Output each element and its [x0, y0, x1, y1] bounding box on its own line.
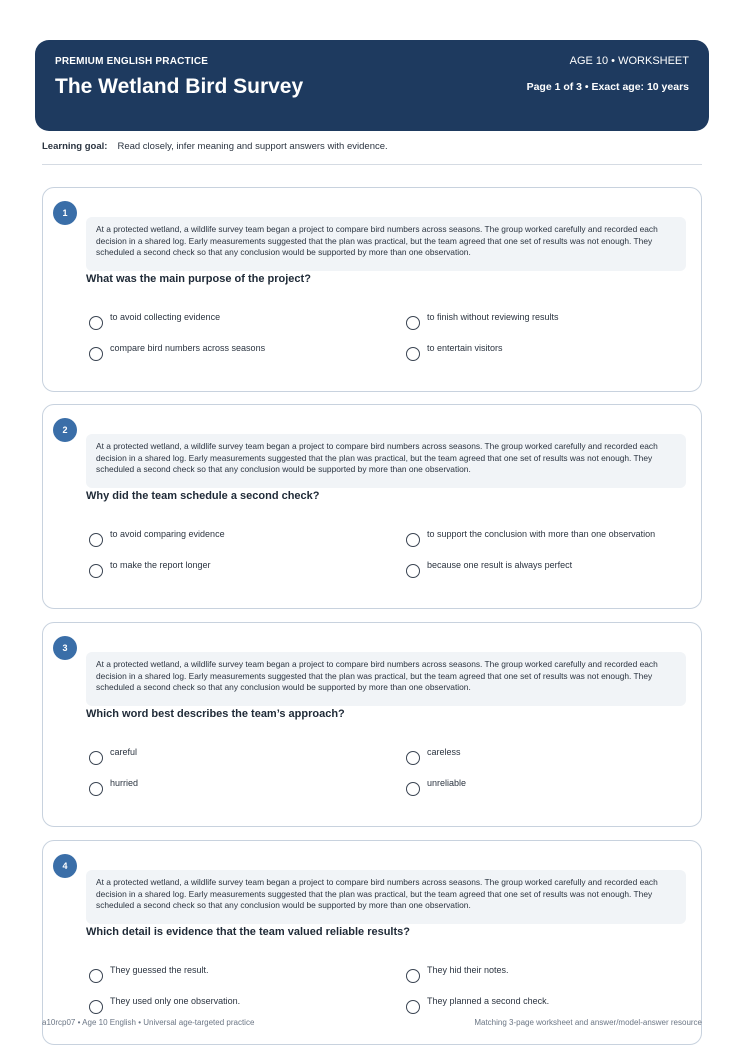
learning-goal — [42, 141, 388, 152]
answer-option-label: to make the report longer — [110, 560, 211, 570]
divider — [42, 164, 702, 165]
radio-button[interactable] — [89, 969, 103, 983]
radio-button[interactable] — [406, 751, 420, 765]
worksheet-header — [35, 40, 709, 131]
answer-option-label: to finish without reviewing results — [427, 312, 559, 322]
radio-button[interactable] — [406, 316, 420, 330]
radio-button[interactable] — [89, 564, 103, 578]
question-prompt: Which word best describes the team’s approach? — [86, 708, 345, 720]
radio-button[interactable] — [89, 751, 103, 765]
answer-option-label: careful — [110, 747, 138, 757]
series-label: PREMIUM ENGLISH PRACTICE — [55, 56, 209, 67]
question-card-2 — [42, 404, 702, 609]
answer-option-label: hurried — [110, 778, 139, 788]
answer-option-label: because one result is always perfect — [427, 560, 573, 570]
answer-option-b[interactable] — [406, 747, 686, 769]
answer-option-b[interactable] — [406, 529, 686, 551]
question-card-3 — [42, 622, 702, 827]
answer-option-b[interactable] — [406, 312, 686, 334]
learning-goal-text: Read closely, infer meaning and support answers with evidence. — [117, 141, 388, 152]
answer-option-label: They hid their notes. — [427, 965, 509, 975]
radio-button[interactable] — [406, 347, 420, 361]
reading-passage: At a protected wetland, a wildlife survey team began a project to compare bird numbers across seasons. The group worked carefully and recorded each decision in a shared log. Early measurements suggested that the plan was practical, but the team agreed that one set of results was not enough. They scheduled a second check so that any conclusion would be supported by more than one observation. — [86, 434, 686, 488]
question-number-badge: 3 — [53, 636, 77, 660]
reading-passage: At a protected wetland, a wildlife survey team began a project to compare bird numbers across seasons. The group worked carefully and recorded each decision in a shared log. Early measurements suggested that the plan was practical, but the team agreed that one set of results was not enough. They scheduled a second check so that any conclusion would be supported by more than one observation. — [86, 870, 686, 924]
answer-option-label: to avoid comparing evidence — [110, 529, 225, 539]
answer-option-label: They guessed the result. — [110, 965, 209, 975]
answer-option-c[interactable] — [89, 560, 369, 582]
radio-button[interactable] — [89, 782, 103, 796]
answer-option-a[interactable] — [89, 529, 369, 551]
answer-option-c[interactable] — [89, 778, 369, 800]
answer-option-label: careless — [427, 747, 461, 757]
age-worksheet-label: AGE 10 • WORKSHEET — [569, 55, 689, 67]
question-card-4 — [42, 840, 702, 1045]
radio-button[interactable] — [406, 782, 420, 796]
radio-button[interactable] — [89, 533, 103, 547]
answer-option-d[interactable] — [406, 560, 686, 582]
question-card-1 — [42, 187, 702, 392]
radio-button[interactable] — [406, 564, 420, 578]
learning-goal-label: Learning goal: — [42, 141, 108, 152]
radio-button[interactable] — [406, 533, 420, 547]
answer-option-d[interactable] — [406, 778, 686, 800]
answer-option-label: to avoid collecting evidence — [110, 312, 221, 322]
radio-button[interactable] — [89, 347, 103, 361]
question-number-badge: 1 — [53, 201, 77, 225]
radio-button[interactable] — [406, 1000, 420, 1014]
reading-passage: At a protected wetland, a wildlife survey team began a project to compare bird numbers across seasons. The group worked carefully and recorded each decision in a shared log. Early measurements suggested that the plan was practical, but the team agreed that one set of results was not enough. They scheduled a second check so that any conclusion would be supported by more than one observation. — [86, 652, 686, 706]
footer-left: a10rcp07 • Age 10 English • Universal age-targeted practice — [42, 1018, 255, 1027]
radio-button[interactable] — [89, 316, 103, 330]
footer-right: Matching 3-page worksheet and answer/model-answer resource — [474, 1018, 702, 1027]
answer-option-a[interactable] — [89, 965, 369, 987]
answer-option-d[interactable] — [406, 343, 686, 365]
radio-button[interactable] — [89, 1000, 103, 1014]
reading-passage: At a protected wetland, a wildlife survey team began a project to compare bird numbers across seasons. The group worked carefully and recorded each decision in a shared log. Early measurements suggested that the plan was practical, but the team agreed that one set of results was not enough. They scheduled a second check so that any conclusion would be supported by more than one observation. — [86, 217, 686, 271]
answer-option-label: to entertain visitors — [427, 343, 503, 353]
answer-option-b[interactable] — [406, 965, 686, 987]
page-info: Page 1 of 3 • Exact age: 10 years — [526, 81, 689, 93]
radio-button[interactable] — [406, 969, 420, 983]
question-number-badge: 2 — [53, 418, 77, 442]
question-prompt: Why did the team schedule a second check? — [86, 490, 320, 502]
answer-option-label: They planned a second check. — [427, 996, 550, 1006]
question-prompt: What was the main purpose of the project? — [86, 273, 311, 285]
answer-option-c[interactable] — [89, 996, 369, 1018]
answer-option-label: to support the conclusion with more than one observation — [427, 529, 656, 539]
answer-option-label: unreliable — [427, 778, 467, 788]
answer-option-a[interactable] — [89, 747, 369, 769]
question-number-badge: 4 — [53, 854, 77, 878]
answer-option-label: compare bird numbers across seasons — [110, 343, 266, 353]
question-prompt: Which detail is evidence that the team valued reliable results? — [86, 926, 410, 938]
answer-option-c[interactable] — [89, 343, 369, 365]
answer-option-d[interactable] — [406, 996, 686, 1018]
answer-option-label: They used only one observation. — [110, 996, 241, 1006]
answer-option-a[interactable] — [89, 312, 369, 334]
worksheet-title: The Wetland Bird Survey — [55, 75, 304, 98]
